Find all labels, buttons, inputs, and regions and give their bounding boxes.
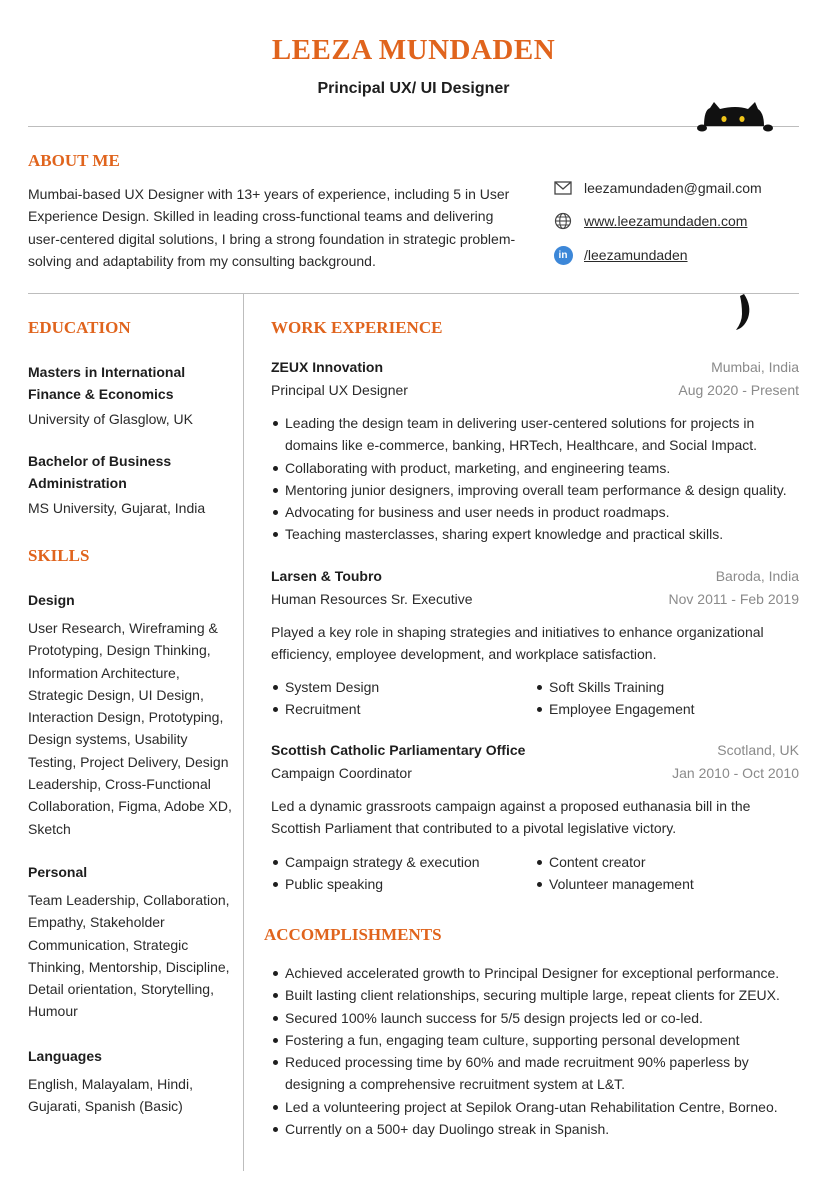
skill-group-name: Languages: [28, 1048, 102, 1064]
accomplishments-list: [271, 962, 803, 1140]
list-item: Soft Skills Training: [535, 676, 799, 698]
skill-group-design: [28, 589, 233, 840]
column-divider: [243, 294, 244, 1171]
linkedin-link[interactable]: /leezamundaden: [584, 247, 688, 263]
list-item: Leading the design team in delivering user-centered solutions for projects in domains like e-commerce, banking, HRTech, Healthcare, and Social Impact.: [271, 412, 803, 457]
globe-icon: [553, 211, 573, 231]
list-item: Mentoring junior designers, improving overall team performance & design quality.: [271, 479, 803, 501]
list-item: Secured 100% launch success for 5/5 design projects led or co-led.: [271, 1007, 803, 1029]
list-item: Fostering a fun, engaging team culture, supporting personal development: [271, 1029, 803, 1051]
top-divider: [28, 126, 799, 127]
job-position: Campaign Coordinator: [271, 764, 412, 781]
linkedin-badge: in: [554, 246, 573, 265]
list-item: Achieved accelerated growth to Principal Designer for exceptional performance.: [271, 962, 803, 984]
list-item: Advocating for business and user needs in product roadmaps.: [271, 501, 803, 523]
list-item: Teaching masterclasses, sharing expert knowledge and practical skills.: [271, 523, 803, 545]
job-skill-columns: [271, 676, 799, 721]
list-item: Currently on a 500+ day Duolingo streak in Spanish.: [271, 1118, 803, 1140]
skill-group-name: Design: [28, 592, 75, 608]
job-company: Scottish Catholic Parliamentary Office: [271, 742, 526, 758]
job-skill-columns: [271, 851, 799, 896]
skills-title: SKILLS: [28, 546, 90, 565]
list-item: System Design: [271, 676, 535, 698]
work-title: WORK EXPERIENCE: [271, 318, 443, 337]
middle-divider: [28, 293, 799, 294]
job-position: Principal UX Designer: [271, 381, 408, 398]
job-summary: Played a key role in shaping strategies and initiatives to enhance organizational efficiency, employee development, and workplace satisfaction.: [271, 624, 764, 663]
list-item: Recruitment: [271, 698, 535, 720]
skill-group-text: Team Leadership, Collaboration, Empathy, Stakeholder Communication, Strategic Thinking, Mentorship, Discipline, Detail orientation, Storytelling, Humour: [28, 892, 230, 1020]
job-company: Larsen & Toubro: [271, 568, 382, 584]
education-degree: Bachelor of Business Administration: [28, 453, 172, 491]
list-item: Campaign strategy & execution: [271, 851, 535, 873]
job-dates: Nov 2011 - Feb 2019: [668, 590, 799, 607]
linkedin-icon: [553, 245, 573, 265]
job-location: Mumbai, India: [711, 359, 799, 375]
education-item: [28, 450, 233, 519]
skill-group-text: English, Malayalam, Hindi, Gujarati, Spanish (Basic): [28, 1076, 193, 1115]
skill-group-name: Personal: [28, 864, 88, 880]
job-position: Human Resources Sr. Executive: [271, 590, 473, 607]
list-item: Public speaking: [271, 873, 535, 895]
job-location: Baroda, India: [715, 568, 799, 584]
education-item: [28, 361, 233, 430]
education-degree: Masters in International Finance & Economics: [28, 364, 186, 402]
job-company: ZEUX Innovation: [271, 359, 383, 375]
education-title: EDUCATION: [28, 318, 131, 337]
list-item: Built lasting client relationships, securing multiple large, repeat clients for ZEUX.: [271, 984, 803, 1006]
job-summary: Led a dynamic grassroots campaign against a proposed euthanasia bill in the Scottish Parliament that contributed to a pivotal legislative victory.: [271, 798, 751, 837]
peeking-cat-illustration: [696, 100, 776, 134]
resume-name: LEEZA MUNDADEN: [271, 34, 556, 66]
skill-group-languages: [28, 1045, 233, 1118]
education-school: University of Glasglow, UK: [28, 411, 193, 427]
job-header: [271, 565, 799, 610]
about-text: Mumbai-based UX Designer with 13+ years of experience, including 5 in User Experience Design. Skilled in leading cross-functional teams and delivering user-centered digital solutions, I bring a strong foundation in strategic problem-solving and adaptability from my consulting background.: [28, 186, 516, 269]
mail-icon: [553, 178, 573, 198]
list-item: Content creator: [535, 851, 799, 873]
list-item: Reduced processing time by 60% and made recruitment 90% paperless by designing a comprehensive recruitment system at L&T.: [271, 1051, 803, 1096]
list-item: Collaborating with product, marketing, and engineering teams.: [271, 457, 803, 479]
list-item: Employee Engagement: [535, 698, 799, 720]
cat-tail-illustration: [730, 292, 760, 334]
resume-role: Principal UX/ UI Designer: [317, 80, 510, 97]
skill-group-personal: [28, 861, 233, 1023]
skill-group-text: User Research, Wireframing & Prototyping, Design Thinking, Information Architecture, Strategic Design, UI Design, Interaction Design, Prototyping, Design systems, Usability Testing, Project Delivery, Design Leadership, Cross-Functional Collaboration, Figma, Adobe XD, Sketch: [28, 620, 232, 837]
email-text: leezamundaden@gmail.com: [584, 180, 762, 196]
job-header: [271, 356, 799, 401]
contact-website[interactable]: [553, 211, 747, 231]
education-school: MS University, Gujarat, India: [28, 500, 206, 516]
website-link[interactable]: www.leezamundaden.com: [584, 213, 748, 229]
job-header: [271, 739, 799, 784]
list-item: Led a volunteering project at Sepilok Orang-utan Rehabilitation Centre, Borneo.: [271, 1096, 803, 1118]
list-item: Volunteer management: [535, 873, 799, 895]
about-title: ABOUT ME: [28, 151, 120, 170]
job-bullets: [271, 412, 803, 546]
contact-email[interactable]: [553, 178, 762, 198]
job-dates: Aug 2020 - Present: [678, 381, 799, 398]
job-location: Scotland, UK: [717, 742, 799, 758]
accomplishments-title: ACCOMPLISHMENTS: [264, 925, 442, 944]
job-dates: Jan 2010 - Oct 2010: [672, 764, 799, 781]
contact-linkedin[interactable]: [553, 245, 688, 265]
